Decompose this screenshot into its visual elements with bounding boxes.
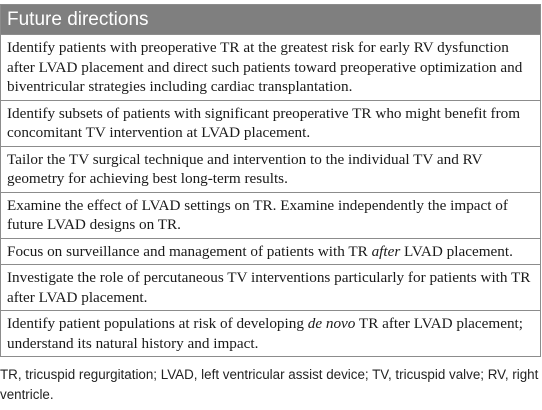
row-text: Tailor the TV surgical technique and intervention to the individual TV and RV geometry for achieving best long-term results. [7,150,483,187]
table-header: Future directions [1,5,540,34]
row-text: Focus on surveillance and management of patients with TR [7,242,372,260]
table-row [1,192,540,238]
table-row [1,264,540,310]
table-row [1,310,540,356]
table-row [1,146,540,192]
table-row [1,238,540,265]
future-directions-table [0,4,541,357]
table-footnote: TR, tricuspid regurgitation; LVAD, left ventricular assist device; TV, tricuspid valve; RV, right ventricle. [0,367,539,402]
row-text-italic: de novo [307,315,356,332]
row-text: Identify patient populations at risk of developing [7,315,308,332]
table-row [1,34,540,100]
table-row [1,100,540,146]
row-text: Identify patients with preoperative TR at the greatest risk for early RV dysfunction after LVAD placement and direct such patients toward preoperative optimization and biventricular strategies including cardiac transplantation. [7,39,523,95]
row-text: Examine the effect of LVAD settings on TR. Examine independently the impact of future LVAD designs on TR. [7,196,508,233]
row-text: Identify subsets of patients with significant preoperative TR who might benefit from concomitant TV intervention at LVAD placement. [7,104,521,141]
row-text: Investigate the role of percutaneous TV interventions particularly for patients with TR after LVAD placement. [7,269,531,306]
row-text: TR after LVAD placement; understand its natural history and impact. [7,315,523,352]
row-text: LVAD placement. [400,242,513,260]
row-text-italic: after [371,242,401,260]
